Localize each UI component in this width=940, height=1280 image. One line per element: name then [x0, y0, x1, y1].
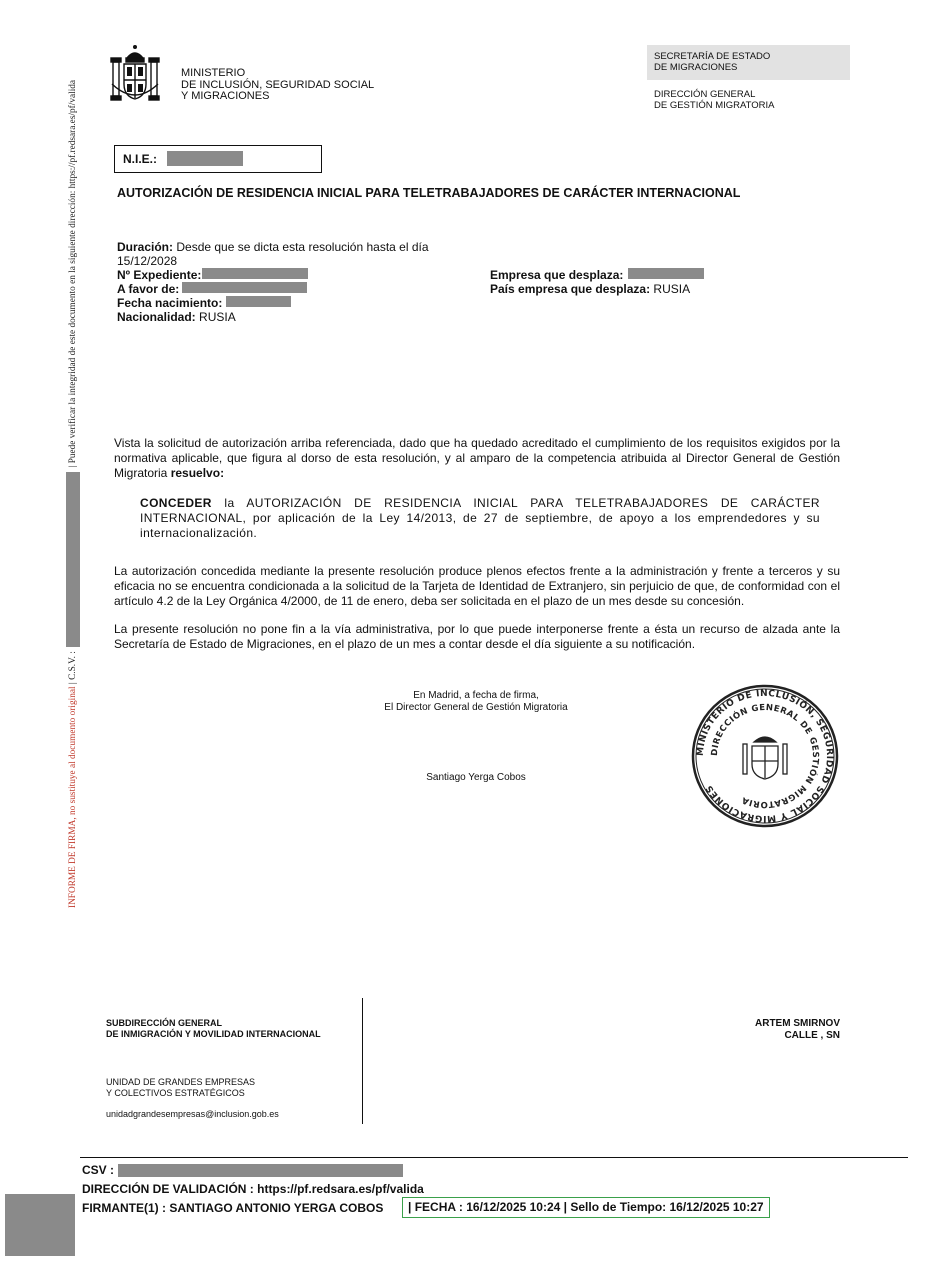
direccion-line-1: DIRECCIÓN GENERAL [654, 89, 756, 100]
recipient-block [640, 1018, 840, 1042]
pais-label: País empresa que desplaza: [490, 282, 651, 296]
nie-redacted [167, 151, 243, 166]
svg-text:MINISTERIO DE INCLUSIÓN, SEGUR: MINISTERIO DE INCLUSIÓN, SEGURIDAD SOCIAL Y MIGRACIONES [695, 688, 835, 824]
duracion-value: Desde que se dicta esta resolución hasta el día [176, 240, 429, 254]
subdireccion-line-1: SUBDIRECCIÓN GENERAL [106, 1018, 223, 1028]
coat-of-arms-logo [110, 44, 160, 110]
side-verification-text [62, 78, 84, 908]
nacionalidad-label: Nacionalidad: [117, 310, 196, 324]
resuelvo-text: resuelvo: [170, 466, 225, 480]
duracion-date: 15/12/2028 [117, 254, 178, 268]
secretaria-line-2: DE MIGRACIONES [654, 62, 738, 73]
favor-label: A favor de: [117, 282, 180, 296]
nacimiento-redacted [226, 296, 291, 307]
side-csv-label: | C.S.V. : [68, 651, 78, 685]
ministry-line-1: MINISTERIO [181, 67, 246, 79]
paragraph-recurso: La presente resolución no pone fin a la vía administrativa, por lo que puede interponerse frente a ésta un recurso de alzada ante la Secretaría de Estado de Migraciones, en el plazo de un mes a contar desde el día siguiente a su notificación. [114, 622, 840, 651]
footer-divider [362, 998, 363, 1124]
footer-subdireccion [106, 1018, 321, 1040]
nie-label: N.I.E.: [123, 152, 158, 166]
direccion-line-2: DE GESTIÓN MIGRATORIA [654, 100, 775, 111]
expediente-label: Nº Expediente: [117, 268, 202, 282]
paragraph-efectos: La autorización concedida mediante la presente resolución produce plenos efectos frente a la administración y frente a terceros y su eficacia no se encuentra condicionada a la solicitud de la Tarjeta de Identidad de Extranjero, sin perjuicio de que, de conformidad con el artículo 4.2 de la Ley Orgánica 4/2000, de 11 de enero, deba ser solicitada en el plazo de un mes desde su concesión. [114, 564, 840, 608]
subdireccion-line-2: DE INMIGRACIÓN Y MOVILIDAD INTERNACIONAL [106, 1029, 321, 1039]
secretaria-line-1: SECRETARÍA DE ESTADO [654, 51, 771, 62]
conceder-body: la AUTORIZACIÓN DE RESIDENCIA INICIAL PARA TELETRABAJADORES DE CARÁCTER INTERNACIONAL, por aplicación de la Ley 14/2013, de 27 de septiembre, de apoyo a los emprendedores y su internacionalización. [140, 496, 821, 540]
direccion-header [654, 89, 775, 111]
paragraph-vista [114, 436, 840, 481]
csv-redacted [118, 1164, 403, 1177]
fecha-box: | FECHA : 16/12/2025 10:24 | Sello de Tiempo: 16/12/2025 10:27 [402, 1197, 770, 1218]
pais-field [490, 282, 690, 296]
duracion-field [117, 240, 447, 254]
side-redacted-csv [66, 472, 80, 647]
signature-block [330, 690, 622, 714]
ministry-line-2: DE INCLUSIÓN, SEGURIDAD SOCIAL [181, 78, 375, 91]
footer-email: unidadgrandesempresas@inclusion.gob.es [106, 1109, 279, 1119]
csv-label: CSV : [82, 1163, 115, 1177]
nie-box [114, 145, 322, 173]
empresa-label: Empresa que desplaza: [490, 268, 624, 282]
document-title: AUTORIZACIÓN DE RESIDENCIA INICIAL PARA TELETRABAJADORES DE CARÁCTER INTERNACIONAL [117, 186, 741, 200]
expediente-redacted [202, 268, 308, 279]
nacimiento-label: Fecha nacimiento: [117, 296, 223, 310]
firmante-text: FIRMANTE(1) : SANTIAGO ANTONIO YERGA COBOS [82, 1201, 384, 1215]
duracion-label: Duración: [117, 240, 174, 254]
paragraph-vista-text: Vista la solicitud de autorización arriba referenciada, dado que ha quedado acreditado el cumplimiento de los requisitos exigidos por la normativa aplicable, que figura al dorso de esta resolución, y al amparo de la competencia atribuida al Director General de Gestión Migratoria [114, 436, 840, 480]
side-verify-text: | Puede verificar la integridad de este documento en la siguiente dirección: https://pf.redsara.es/pf/valida [68, 79, 78, 468]
svg-text:DIRECCIÓN GENERAL DE GESTIÓN M: DIRECCIÓN GENERAL DE GESTIÓN MIGRATORIA [709, 702, 821, 810]
paragraph-conceder [140, 496, 820, 541]
secretaria-header [647, 45, 850, 80]
official-seal-stamp [690, 684, 840, 828]
conceder-text: CONCEDER [140, 496, 212, 510]
signature-place-date: En Madrid, a fecha de firma, [413, 690, 539, 701]
footer-unidad [106, 1077, 255, 1099]
recipient-name: ARTEM SMIRNOV [755, 1018, 840, 1029]
unidad-line-2: Y COLECTIVOS ESTRATÉGICOS [106, 1088, 245, 1098]
validation-url-text: DIRECCIÓN DE VALIDACIÓN : https://pf.redsara.es/pf/valida [82, 1182, 424, 1196]
signature-role: El Director General de Gestión Migratoria [384, 702, 568, 713]
side-informe-text: INFORME DE FIRMA, no sustituye al documento original [68, 686, 78, 908]
signatory-name: Santiago Yerga Cobos [426, 772, 526, 783]
favor-redacted [182, 282, 307, 293]
recipient-address: CALLE , SN [784, 1030, 840, 1041]
ministry-name [181, 68, 374, 103]
unidad-line-1: UNIDAD DE GRANDES EMPRESAS [106, 1077, 256, 1087]
validation-rule [80, 1157, 908, 1158]
nacionalidad-field [117, 310, 236, 324]
pais-value: RUSIA [653, 282, 691, 296]
empresa-redacted [628, 268, 704, 279]
corner-redacted-block [5, 1194, 75, 1256]
nacionalidad-value: RUSIA [199, 310, 236, 324]
ministry-line-3: Y MIGRACIONES [181, 90, 270, 102]
